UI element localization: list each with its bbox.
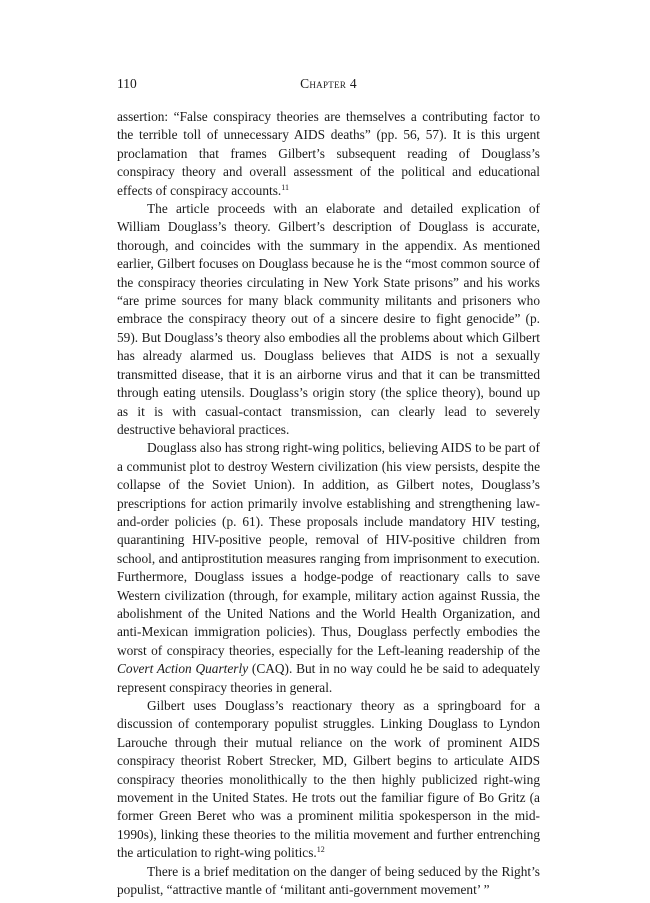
paragraph (117, 863, 540, 900)
paragraph (117, 439, 540, 697)
body-text (117, 108, 540, 899)
text-run: Douglass also has strong right-wing politics, believing AIDS to be part of a communist plot to destroy Western civilization (his view persists, despite the collapse of the Soviet Union). In addition, as Gilbert notes, Douglass’s prescriptions for action primarily involve establishing and strengthening law-and-order policies (p. 61). These proposals include mandatory HIV testing, quarantining HIV-positive people, removal of HIV-positive children from school, and antiprostitution measures ranging from imprisonment to execution. Furthermore, Douglass issues a hodge-podge of reactionary calls to save Western civilization (through, for example, military action against Russia, the abolishment of the United Nations and the World Health Organization, and anti-Mexican immigration policies). Thus, Douglass perfectly embodies the worst of conspiracy theories, especially for the Left-leaning readership of the (117, 440, 540, 658)
text-run: Gilbert uses Douglass’s reactionary theory as a springboard for a discussion of contemporary populist struggles. Linking Douglass to Lyndon Larouche through their mutual reliance on the work of prominent AIDS conspiracy theorist Robert Strecker, MD, Gilbert begins to articulate AIDS conspiracy theories monolithically to the then highly publicized right-wing movement in the United States. He trots out the familiar figure of Bo Gritz (a former Green Beret who was a prominent militia spokesperson in the mid-1990s), linking these theories to the militia movement and further entrenching the articulation to right-wing politics. (117, 698, 540, 861)
text-run: (CAQ). But in no way could he be said to adequately represent conspiracy theories in general. (117, 661, 540, 695)
page-header (117, 76, 540, 94)
italic-text: Covert Action Quarterly (117, 661, 249, 677)
text-run: assertion: “False conspiracy theories are themselves a contributing factor to the terrible toll of unnecessary AIDS deaths” (pp. 56, 57). It is this urgent proclamation that frames Gilbert’s subsequent reading of Douglass’s conspiracy theory and overall assessment of the political and educational effects of conspiracy accounts. (117, 109, 540, 198)
paragraph (117, 697, 540, 863)
page-number: 110 (117, 76, 137, 91)
paragraph (117, 108, 540, 200)
footnote-ref: 12 (316, 845, 325, 855)
text-run: The article proceeds with an elaborate and detailed explication of William Douglass’s theory. Gilbert’s description of Douglass is accurate, thorough, and coincides with the summary in the appendix. As mentioned earlier, Gilbert focuses on Douglass because he is the “most common source of the conspiracy theories circulating in New York State prisons” and his works “are prime sources for many black community militants and prisoners who embrace the conspiracy theory out of a sincere desire to fight genocide” (p. 59). But Douglass’s theory also embodies all the problems about which Gilbert has already alarmed us. Douglass believes that AIDS is not a sexually transmitted disease, that it is an airborne virus and that it can be transmitted through eating utensils. Douglass’s origin story (the splice theory), bound up as it is with casual-contact transmission, can clearly lead to severely destructive behavioral practices. (117, 201, 540, 437)
text-run: There is a brief meditation on the danger of being seduced by the Right’s populist, “attractive mantle of ‘militant anti-government movement’ ” (117, 863, 540, 898)
running-head: Chapter 4 (300, 76, 357, 91)
paragraph (117, 200, 540, 439)
footnote-ref: 11 (281, 182, 289, 192)
